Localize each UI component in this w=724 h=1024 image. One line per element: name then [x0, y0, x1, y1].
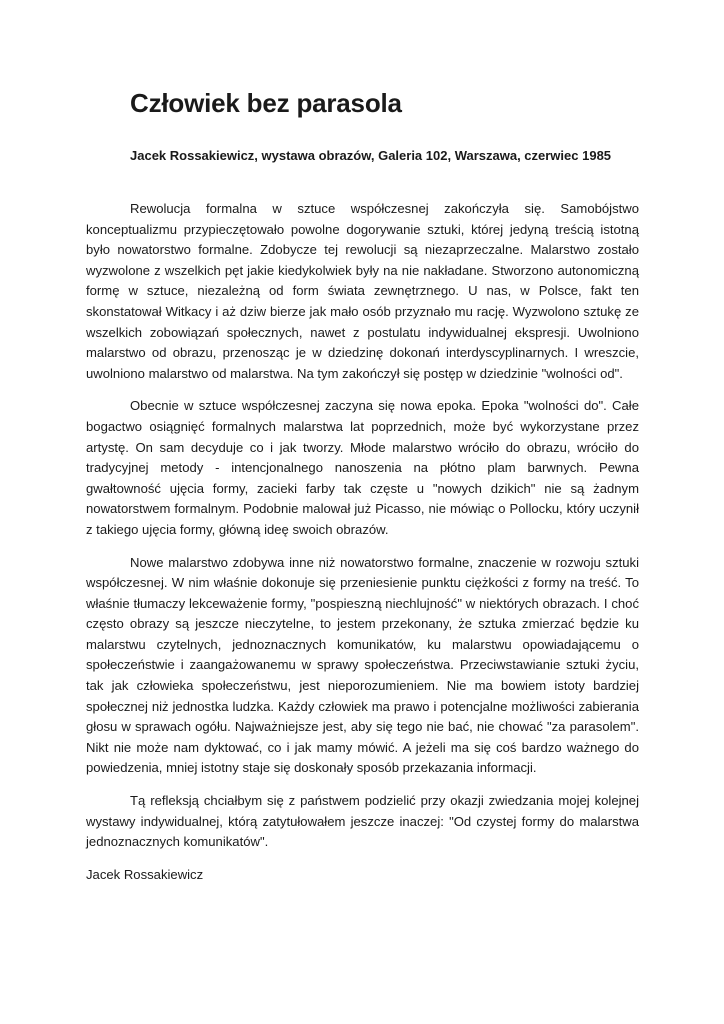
paragraph-1: Rewolucja formalna w sztuce współczesnej zakończyła się. Samobójstwo konceptualizmu przypieczętowało powolne dogorywanie sztuki, której jedyną treścią istotną było nowatorstwo formalne. Zdobycze tej rewolucji są niezaprzeczalne. Malarstwo zostało wyzwolone z wszelkich pęt jakie kiedykolwiek były na nie nakładane. Stworzono autonomiczną formę w sztuce, niezależną od form świata zewnętrznego. U nas, w Polsce, fakt ten skonstatował Witkacy i aż dziw bierze jak mało osób przyznało mu rację. Wyzwolono sztukę ze wszelkich zobowiązań społecznych, nawet z postulatu indywidualnej ekspresji. Uwolniono malarstwo od obrazu, przenosząc je w dziedzinę dokonań interdyscyplinarnych. I wreszcie, uwolniono malarstwo od malarstwa. Na tym zakończył się postęp w dziedzinie "wolności od". [86, 201, 639, 381]
paragraph-4: Tą refleksją chciałbym się z państwem podzielić przy okazji zwiedzania mojej kolejnej wystawy indywidualnej, którą zatytułowałem jeszcze inaczej: "Od czystej formy do malarstwa jednoznacznych komunikatów". [86, 793, 639, 850]
document-subtitle: Jacek Rossakiewicz, wystawa obrazów, Galeria 102, Warszawa, czerwiec 1985 [130, 148, 612, 163]
paragraph-2: Obecnie w sztuce współczesnej zaczyna się nowa epoka. Epoka "wolności do". Całe bogactwo osiągnięć formalnych malarstwa lat poprzednich, może być wykorzystane przez artystę. On sam decyduje co i jak tworzy. Młode malarstwo wróciło do obrazu, wróciło do tradycyjnej metody - intencjonalnego nanoszenia na płótno plam barwnych. Pewna gwałtowność ujęcia formy, zacieki farby tak częste u "nowych dzikich" nie są żadnym nowatorstwem formalnym. Podobnie malował już Picasso, nie mówiąc o Pollocku, który uczynił z takiego ujęcia formy, główną ideę swoich obrazów. [86, 398, 639, 537]
author-signature: Jacek Rossakiewicz [86, 866, 204, 882]
document-body [86, 199, 639, 885]
paragraph-3: Nowe malarstwo zdobywa inne niż nowatorstwo formalne, znaczenie w rozwoju sztuki współczesnej. W nim właśnie dokonuje się przeniesienie punktu ciężkości z formy na treść. To właśnie tłumaczy lekceważenie formy, "pospieszną niechlujność" w niektórych obrazach. I choć często obrazy są jeszcze nieczytelne, to jestem przekonany, że sztuka zmierzać będzie ku malarstwu czytelnych, jednoznacznych komunikatów, ku malarstwu opowiadającemu o społeczeństwie i zaangażowanemu w sprawy społeczeństwa. Przeciwstawianie sztuki życiu, tak jak człowieka społeczeństwu, jest nieporozumieniem. Nie ma bowiem istoty bardziej społecznej niż jednostka ludzka. Każdy człowiek ma prawo i potencjalne możliwości zabierania głosu w sprawach ogółu. Najważniejsze jest, aby się tego nie bać, nie chować "za parasolem". Nikt nie może nam dyktować, co i jak mamy mówić. A jeżeli ma się coś bardzo ważnego do powiedzenia, mniej istotny staje się doskonały sposób przekazania informacji. [86, 554, 639, 776]
document-title: Człowiek bez parasola [130, 88, 402, 118]
